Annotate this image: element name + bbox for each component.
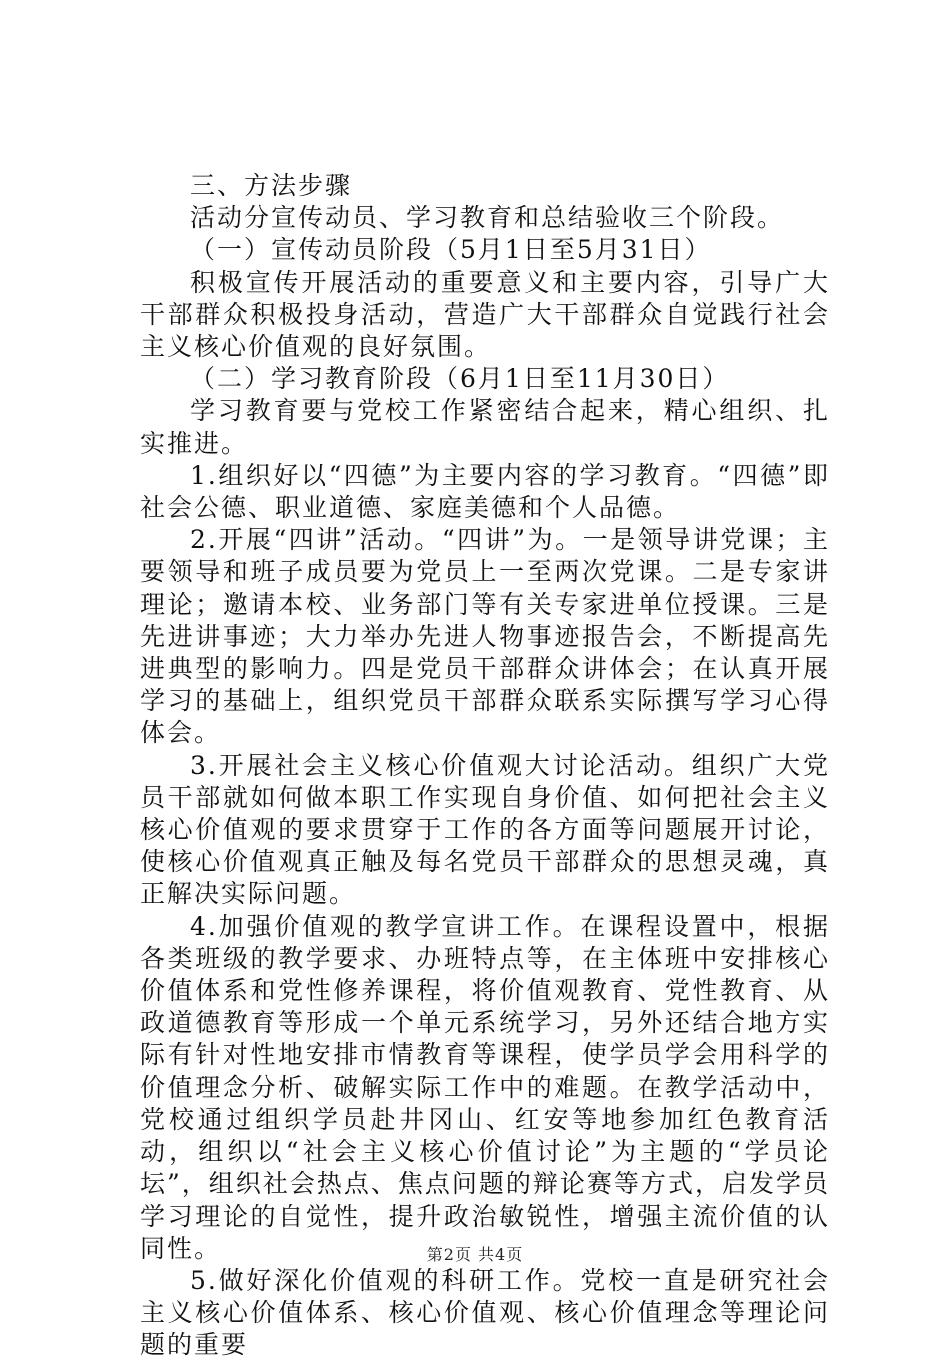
list-item: 2.开展“四讲”活动。“四讲”为。一是领导讲党课；主要领导和班子成员要为党员上一至两次党课。二是专家讲理论；邀请本校、业务部门等有关专家进单位授课。三是先进讲事迹；大力举办先进人物事迹报告会，不断提高先进典型的影响力。四是党员干部群众讲体会；在认真开展学习的基础上，组织党员干部群众联系实际撰写学习心得体会。 [140, 525, 830, 748]
section-heading: 三、方法步骤 [190, 171, 353, 200]
list-item: 1.组织好以“四德”为主要内容的学习教育。“四德”即社会公德、职业道德、家庭美德和个人品德。 [140, 460, 830, 523]
document-body [140, 170, 830, 1362]
page-footer: 第2页 共4页 [426, 1245, 524, 1264]
list-item: 5.做好深化价值观的科研工作。党校一直是研究社会主义核心价值体系、核心价值观、核心价值理念等理论问题的重要 [140, 1265, 830, 1360]
list-item: 3.开展社会主义核心价值观大讨论活动。组织广大党员干部就如何做本职工作实现自身价值、如何把社会主义核心价值观的要求贯穿于工作的各方面等问题展开讨论，使核心价值观真正触及每名党员干部群众的思想灵魂，真正解决实际问题。 [140, 750, 830, 909]
paragraph: 积极宣传开展活动的重要意义和主要内容，引导广大干部群众积极投身活动，营造广大干部群众自觉践行社会主义核心价值观的良好氛围。 [140, 267, 830, 362]
paragraph: 活动分宣传动员、学习教育和总结验收三个阶段。 [190, 203, 785, 233]
subsection-heading: （一）宣传动员阶段（5月1日至5月31日） [190, 235, 712, 265]
list-item: 4.加强价值观的教学宣讲工作。在课程设置中，根据各类班级的教学要求、办班特点等，在主体班中安排核心价值体系和党性修养课程，将价值观教育、党性教育、从政道德教育等形成一个单元系统学习，另外还结合地方实际有针对性地安排市情教育等课程，使学员学会用科学的价值理念分析、破解实际工作中的难题。在教学活动中，党校通过组织学员赴井冈山、红安等地参加红色教育活动，组织以“社会主义核心价值讨论”为主题的“学员论坛”，组织社会热点、焦点问题的辩论赛等方式，启发学员学习理论的自觉性，提升政治敏锐性，增强主流价值的认同性。 [140, 911, 830, 1263]
paragraph: 学习教育要与党校工作紧密结合起来，精心组织、扎实推进。 [140, 396, 830, 458]
subsection-heading: （二）学习教育阶段（6月1日至11月30日） [190, 364, 730, 394]
